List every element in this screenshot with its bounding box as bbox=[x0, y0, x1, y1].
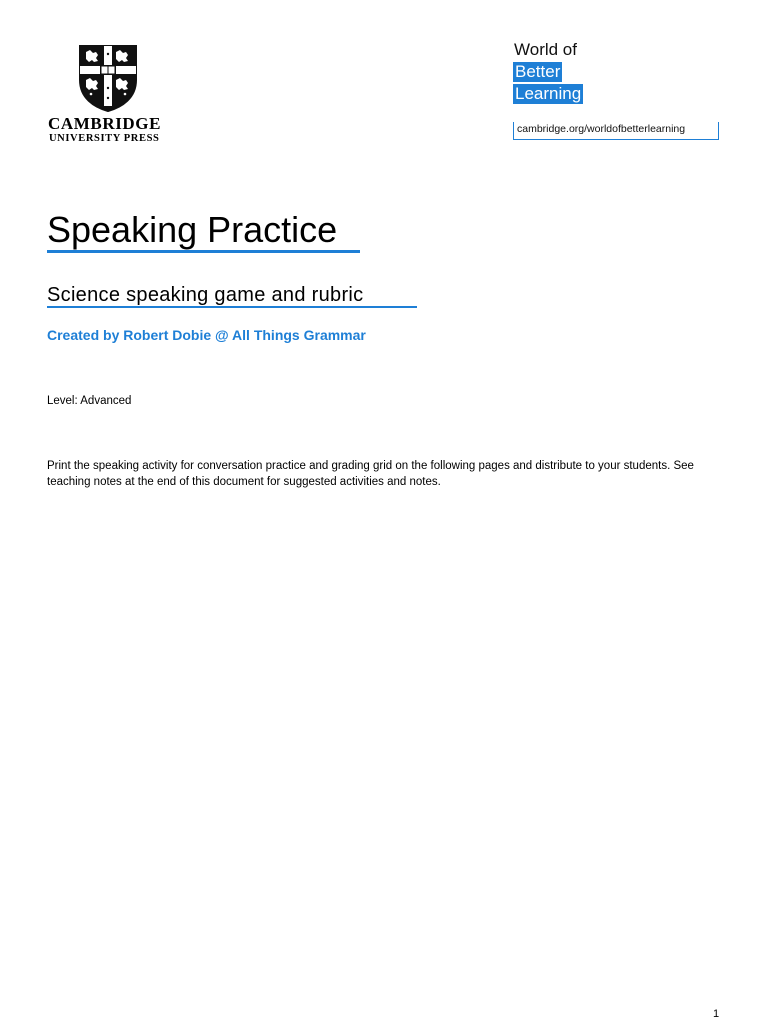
page-title: Speaking Practice bbox=[47, 209, 338, 250]
title-underline bbox=[47, 250, 360, 253]
wobl-line-2: Better bbox=[515, 62, 561, 81]
subtitle-underline bbox=[47, 306, 417, 308]
page-number: 1 bbox=[713, 1008, 720, 1020]
wobl-url: cambridge.org/worldofbetterlearning bbox=[513, 122, 719, 140]
level-label: Level: Advanced bbox=[47, 395, 132, 407]
logo-subtext: UNIVERSITY PRESS bbox=[49, 133, 160, 144]
intro-paragraph: Print the speaking activity for conversation practice and grading grid on the following pages and distribute to your students. See teaching notes at the end of this document for suggested activities and notes. bbox=[47, 460, 694, 488]
logo-wordmark: CAMBRIDGE bbox=[48, 114, 162, 133]
wobl-line-1: World of bbox=[514, 40, 577, 59]
wobl-line-3: Learning bbox=[515, 84, 582, 103]
page-subtitle: Science speaking game and rubric bbox=[47, 284, 364, 306]
author-credit: Created by Robert Dobie @ All Things Grammar bbox=[47, 327, 366, 343]
cambridge-crest-icon bbox=[78, 44, 138, 112]
world-of-better-learning-logo bbox=[513, 40, 723, 135]
